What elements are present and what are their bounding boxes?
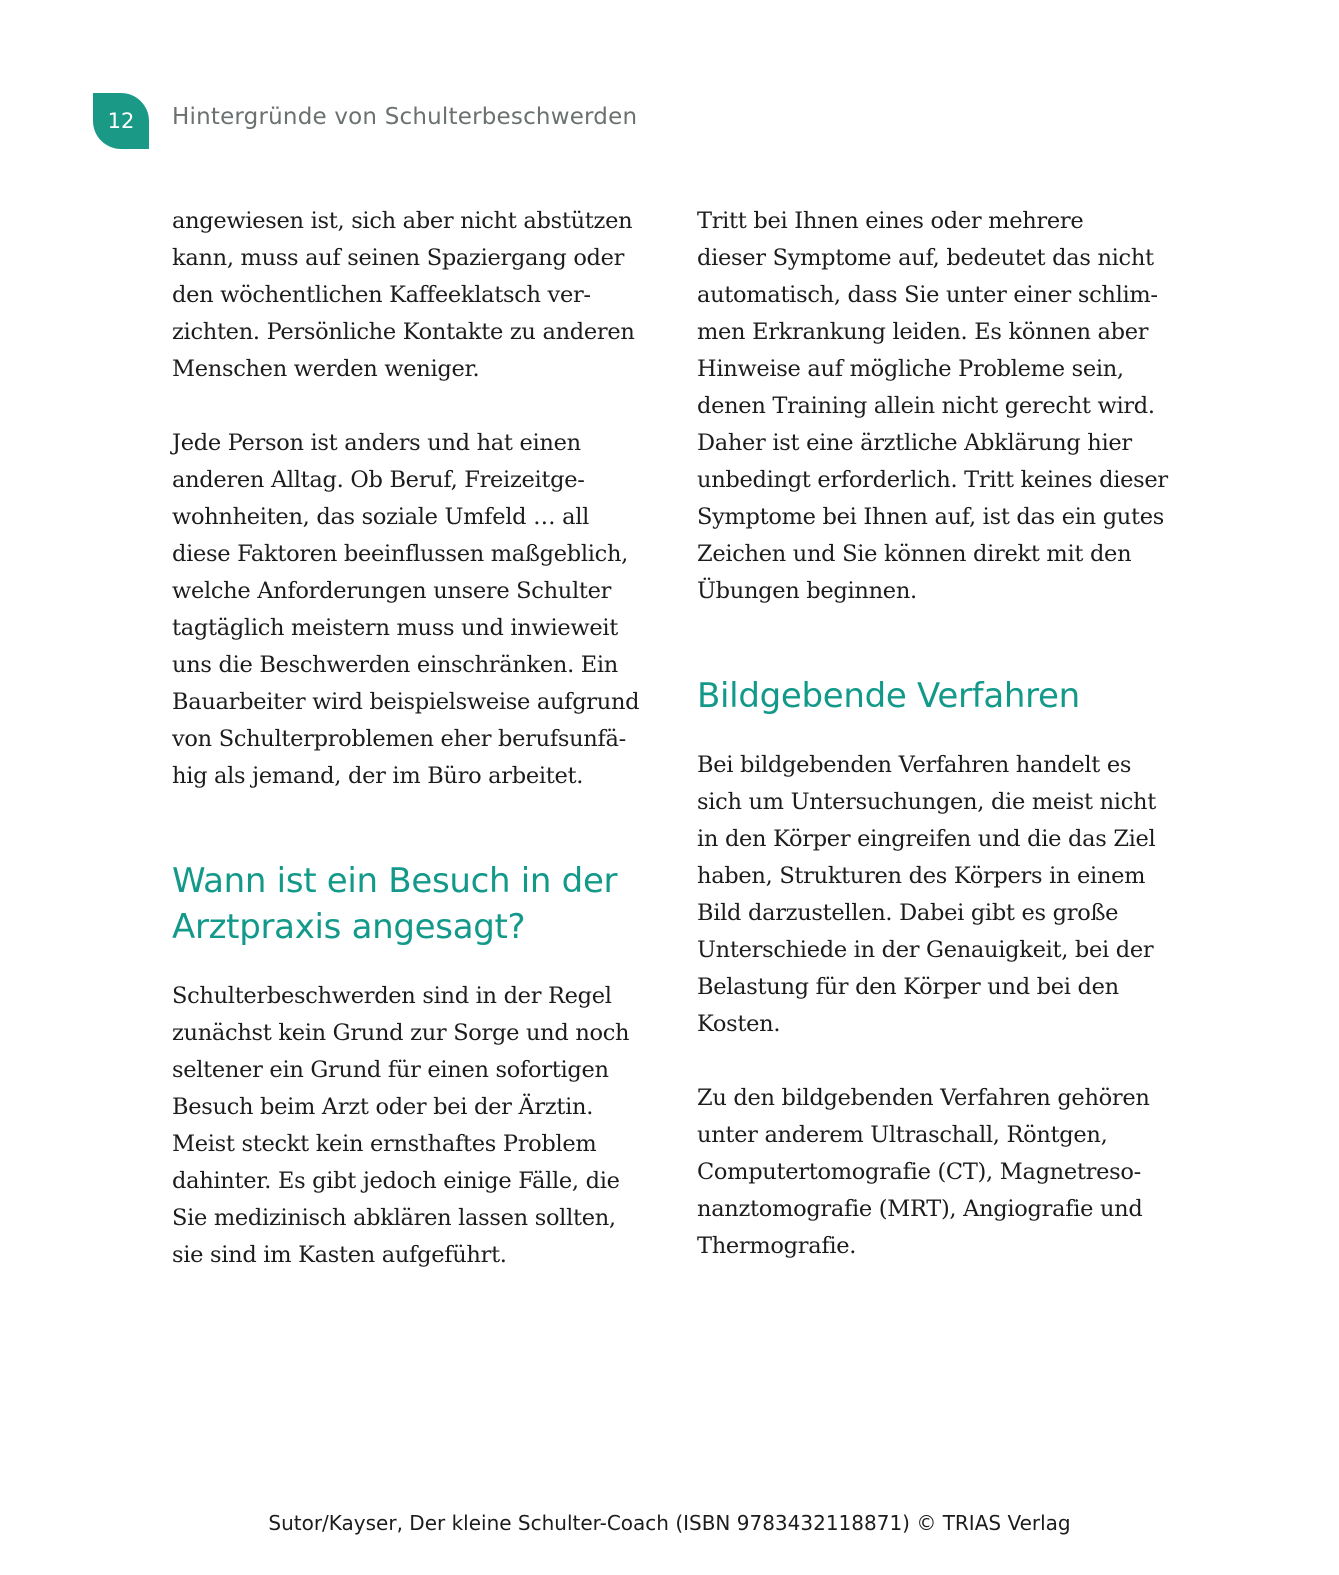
section-heading-bildgebende-verfahren: Bildgebende Verfahren	[697, 676, 1080, 716]
left-paragraph-1: angewiesen ist, sich aber nicht abstützen kann, muss auf seinen Spaziergang oder den wöchentlichen Kaffeeklatsch ver- zichten. Persönliche Kontakte zu anderen Menschen werden weniger.	[172, 208, 635, 382]
page-number-badge: 12	[93, 93, 149, 149]
left-column	[172, 203, 652, 1274]
footer-citation: Sutor/Kayser, Der kleine Schulter-Coach (ISBN 9783432118871) © TRIAS Verlag	[268, 1511, 1071, 1535]
left-paragraph-3: Schulterbeschwerden sind in der Regel zunächst kein Grund zur Sorge und noch seltener ein Grund für einen sofortigen Besuch beim Arzt oder bei der Ärztin. Meist steckt kein ernsthaftes Problem dahinter. Es gibt jedoch einige Fälle, die Sie medizinisch abklären lassen sollten, sie sind im Kasten aufgeführt.	[172, 983, 630, 1268]
right-column	[697, 203, 1177, 1265]
right-paragraph-1: Tritt bei Ihnen eines oder mehrere dieser Symptome auf, bedeutet das nicht automatisch, dass Sie unter einer schlim- men Erkrankung leiden. Es können aber Hinweise auf mögliche Probleme sein, denen Training allein nicht gerecht wird. Daher ist eine ärztliche Abklärung hier unbedingt erforderlich. Tritt keines dieser Symptome bei Ihnen auf, ist das ein gutes Zeichen und Sie können direkt mit den Übungen beginnen.	[697, 208, 1168, 604]
running-title: Hintergründe von Schulterbeschwerden	[172, 104, 638, 130]
left-paragraph-2: Jede Person ist anders und hat einen anderen Alltag. Ob Beruf, Freizeitge- wohnheiten, das soziale Umfeld … all diese Faktoren beeinflussen maßgeblich, welche Anforderungen unsere Schulter tagtäglich meistern muss und inwieweit uns die Beschwerden einschränken. Ein Bauarbeiter wird beispielsweise aufgrund von Schulterproblemen eher berufsunfä- hig als jemand, der im Büro arbeitet.	[172, 430, 640, 789]
section-heading-arztpraxis: Wann ist ein Besuch in der Arztpraxis angesagt?	[172, 861, 618, 947]
right-paragraph-3: Zu den bildgebenden Verfahren gehören unter anderem Ultraschall, Röntgen, Computertomografie (CT), Magnetreso- nanztomografie (MRT), Angiografie und Thermografie.	[697, 1085, 1150, 1259]
right-paragraph-2: Bei bildgebenden Verfahren handelt es sich um Untersuchungen, die meist nicht in den Körper eingreifen und die das Ziel haben, Strukturen des Körpers in einem Bild darzustellen. Dabei gibt es große Unterschiede in der Genauigkeit, bei der Belastung für den Körper und bei den Kosten.	[697, 752, 1156, 1037]
